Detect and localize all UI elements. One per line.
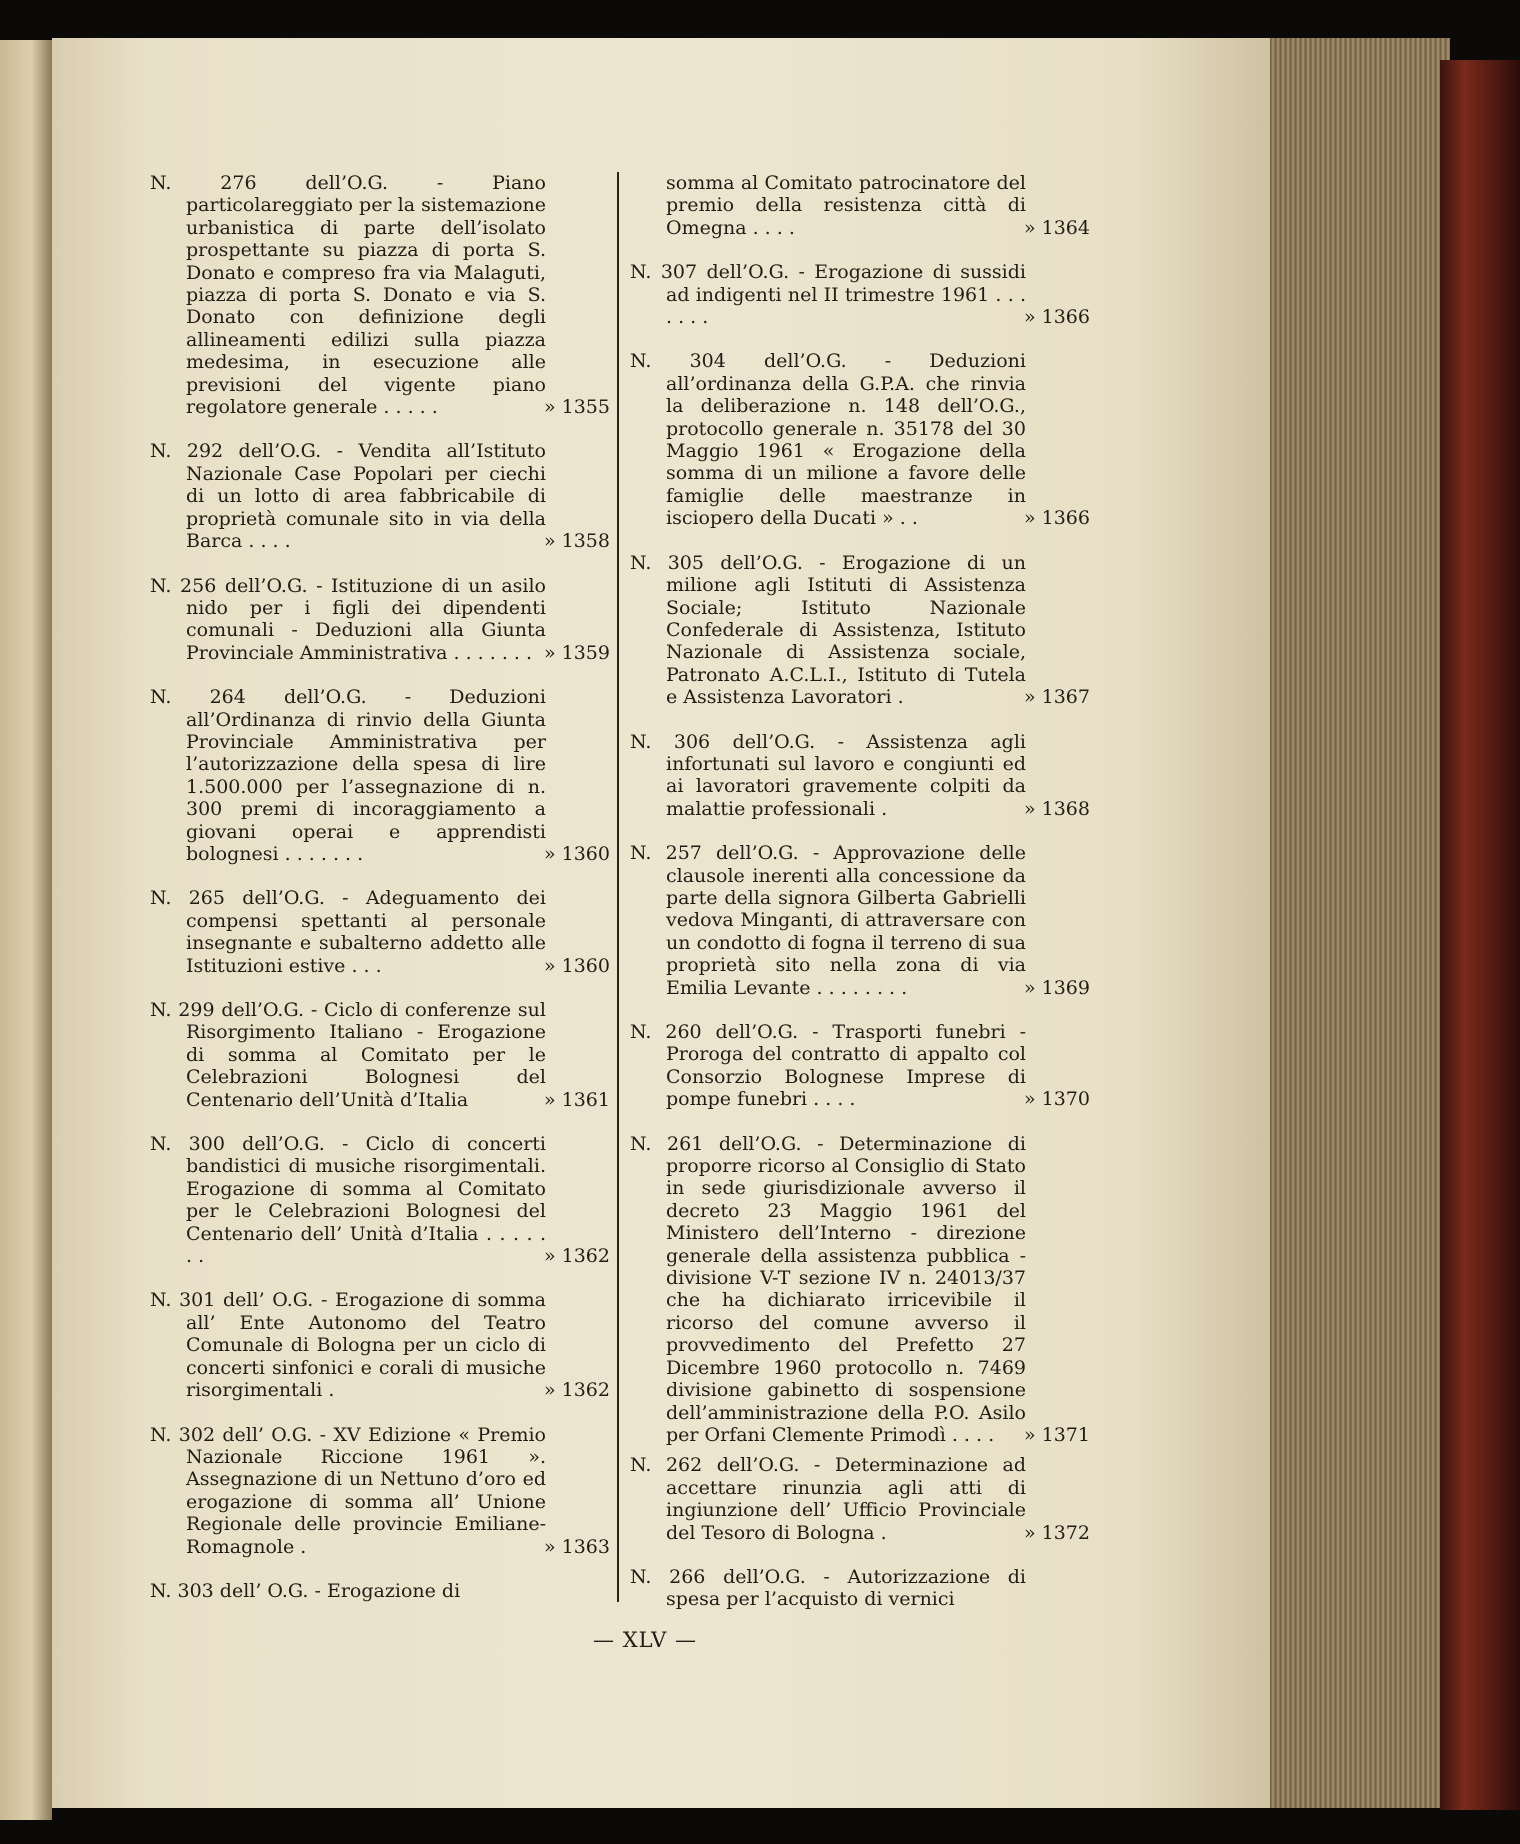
entry-text: N. 304 dell’O.G. - Deduzioni all’ordinanza della G.P.A. che rinvia la deliberazione n. 148 dell’O.G., protocollo generale n. 35178 del 30 Maggio 1961 « Erogazione della somma di un milione a favore delle famiglie delle maestranze in isciopero della Ducati » . .: [630, 350, 1026, 530]
page-stack-edges: [1270, 38, 1450, 1808]
index-entry: [150, 1133, 610, 1267]
index-entry: [150, 1424, 610, 1558]
column-divider: [617, 172, 619, 1602]
entry-text: N. 301 dell’ O.G. - Erogazione di somma all’ Ente Autonomo del Teatro Comunale di Bologna per un ciclo di concerti sinfonici e corali di musiche risorgimentali .: [150, 1289, 546, 1402]
entry-page-ref: » 1364: [1023, 216, 1090, 239]
index-entry-continuation: [630, 172, 1090, 239]
index-entry: [150, 575, 610, 665]
index-entry: [150, 172, 610, 418]
index-entry: [630, 842, 1090, 999]
entry-text: N. 260 dell’O.G. - Trasporti funebri - Proroga del contratto di appalto col Consorzio Bolognese Imprese di pompe funebri . . . .: [630, 1021, 1026, 1111]
entry-text: N. 266 dell’O.G. - Autorizzazione di spesa per l’acquisto di vernici: [630, 1565, 1026, 1611]
entry-page-ref: » 1368: [1023, 797, 1090, 820]
index-entry: [150, 1580, 610, 1602]
index-entry: [630, 261, 1090, 328]
entry-text: N. 276 dell’O.G. - Piano particolareggiato per la sistemazione urbanistica di parte dell’isolato prospettante su piazza di porta S. Donato e compreso fra via Malaguti, piazza di porta S. Donato e via S. Donato con definizione degli allineamenti edilizi sulla piazza medesima, in esecuzione alle previsioni del vigente piano regolatore generale . . . . .: [150, 172, 546, 419]
previous-page-edge: [0, 40, 52, 1820]
right-column: [630, 172, 1090, 1633]
index-entry: [150, 887, 610, 977]
entry-page-ref: » 1362: [543, 1379, 610, 1402]
entry-text: N. 302 dell’ O.G. - XV Edizione « Premio Nazionale Riccione 1961 ». Assegnazione di un Nettuno d’oro ed erogazione di somma all’ Unione Regionale delle provincie Emiliane-Romagnole .: [150, 1423, 546, 1558]
entry-page-ref: » 1358: [543, 530, 610, 553]
entry-text: N. 303 dell’ O.G. - Erogazione di: [150, 1579, 461, 1602]
entry-text: N. 307 dell’O.G. - Erogazione di sussidi ad indigenti nel II trimestre 1961 . . . . . . .: [630, 261, 1026, 329]
index-entry: [630, 1133, 1090, 1447]
entry-text: somma al Comitato patrocinatore del premio della resistenza città di Omegna . . . .: [666, 172, 1026, 239]
entry-page-ref: » 1360: [543, 842, 610, 865]
index-entry: [630, 1454, 1090, 1544]
index-entry: [150, 440, 610, 552]
entry-page-ref: » 1369: [1023, 976, 1090, 999]
entry-page-ref: » 1359: [543, 641, 610, 664]
entry-page-ref: » 1362: [543, 1245, 610, 1268]
entry-text: N. 305 dell’O.G. - Erogazione di un milione agli Istituti di Assistenza Sociale; Istituto Nazionale Confederale di Assistenza, Istituto Nazionale di Assistenza sociale, Patronato A.C.L.I., Istituto di Tutela e Assistenza Lavoratori .: [630, 551, 1026, 709]
index-entry: [630, 1566, 1090, 1611]
entry-page-ref: » 1367: [1023, 686, 1090, 709]
entry-page-ref: » 1355: [543, 396, 610, 419]
entry-page-ref: » 1360: [543, 954, 610, 977]
index-entry: [150, 999, 610, 1111]
entry-text: N. 265 dell’O.G. - Adeguamento dei compensi spettanti al personale insegnante e subalterno addetto alle Istituzioni estive . . .: [150, 887, 546, 977]
index-entry: [630, 731, 1090, 821]
entry-text: N. 306 dell’O.G. - Assistenza agli infortunati sul lavoro e congiunti ed ai lavoratori gravemente colpiti da malattie professionali .: [630, 730, 1026, 820]
entry-page-ref: » 1366: [1023, 306, 1090, 329]
entry-text: N. 257 dell’O.G. - Approvazione delle clausole inerenti alla concessione da parte della signora Gilberta Gabrielli vedova Minganti, di attraversare con un condotto di fogna il terreno di sua proprietà sito nella zona di via Emilia Levante . . . . . . . .: [630, 842, 1026, 999]
entry-text: N. 261 dell’O.G. - Determinazione di proporre ricorso al Consiglio di Stato in sede giurisdizionale avverso il decreto 23 Maggio 1961 del Ministero dell’Interno - direzione generale della assistenza pubblica - divisione V-T sezione IV n. 24013/37 che ha dichiarato irricevibile il ricorso del comune avverso il provvedimento del Prefetto 27 Dicembre 1960 protocollo n. 7469 divisione gabinetto di sospensione dell’amministrazione della P.O. Asilo per Orfani Clemente Primodì . . . .: [630, 1132, 1026, 1446]
entry-text: N. 262 dell’O.G. - Determinazione ad accettare rinunzia agli atti di ingiunzione dell’ Ufficio Provinciale del Tesoro di Bologna .: [630, 1454, 1026, 1544]
entry-text: N. 299 dell’O.G. - Ciclo di conferenze sul Risorgimento Italiano - Erogazione di somma al Comitato per le Celebrazioni Bolognesi del Centenario dell’Unità d’Italia: [150, 999, 546, 1111]
index-entry: [150, 686, 610, 865]
index-entry: [150, 1289, 610, 1401]
entry-text: N. 264 dell’O.G. - Deduzioni all’Ordinanza di rinvio della Giunta Provinciale Amministrativa per l’autorizzazione della spesa di lire 1.500.000 per l’assegnazione di n. 300 premi di incoraggiamento a giovani operai e apprendisti bolognesi . . . . . . .: [150, 686, 546, 865]
entry-page-ref: » 1363: [543, 1535, 610, 1558]
index-entry: [630, 350, 1090, 529]
index-entry: [630, 552, 1090, 709]
entry-page-ref: » 1361: [543, 1088, 610, 1111]
index-entry: [630, 1021, 1090, 1111]
entry-text: N. 256 dell’O.G. - Istituzione di un asilo nido per i figli dei dipendenti comunali - Deduzioni alla Giunta Provinciale Amministrativa . . . . . . .: [150, 574, 546, 664]
left-column: [150, 172, 610, 1624]
page-number: — XLV —: [593, 1628, 697, 1652]
marbled-cover: [1440, 60, 1520, 1810]
entry-page-ref: » 1371: [1023, 1423, 1090, 1446]
entry-page-ref: » 1372: [1023, 1521, 1090, 1544]
entry-text: N. 300 dell’O.G. - Ciclo di concerti bandistici di musiche risorgimentali. Erogazione di somma al Comitato per le Celebrazioni Bolognesi del Centenario dell’ Unità d’Italia . . . . . . .: [150, 1133, 546, 1268]
entry-text: N. 292 dell’O.G. - Vendita all’Istituto Nazionale Case Popolari per ciechi di un lotto di area fabbricabile di proprietà comunale sito in via della Barca . . . .: [150, 440, 546, 553]
entry-page-ref: » 1366: [1023, 507, 1090, 530]
entry-page-ref: » 1370: [1023, 1088, 1090, 1111]
